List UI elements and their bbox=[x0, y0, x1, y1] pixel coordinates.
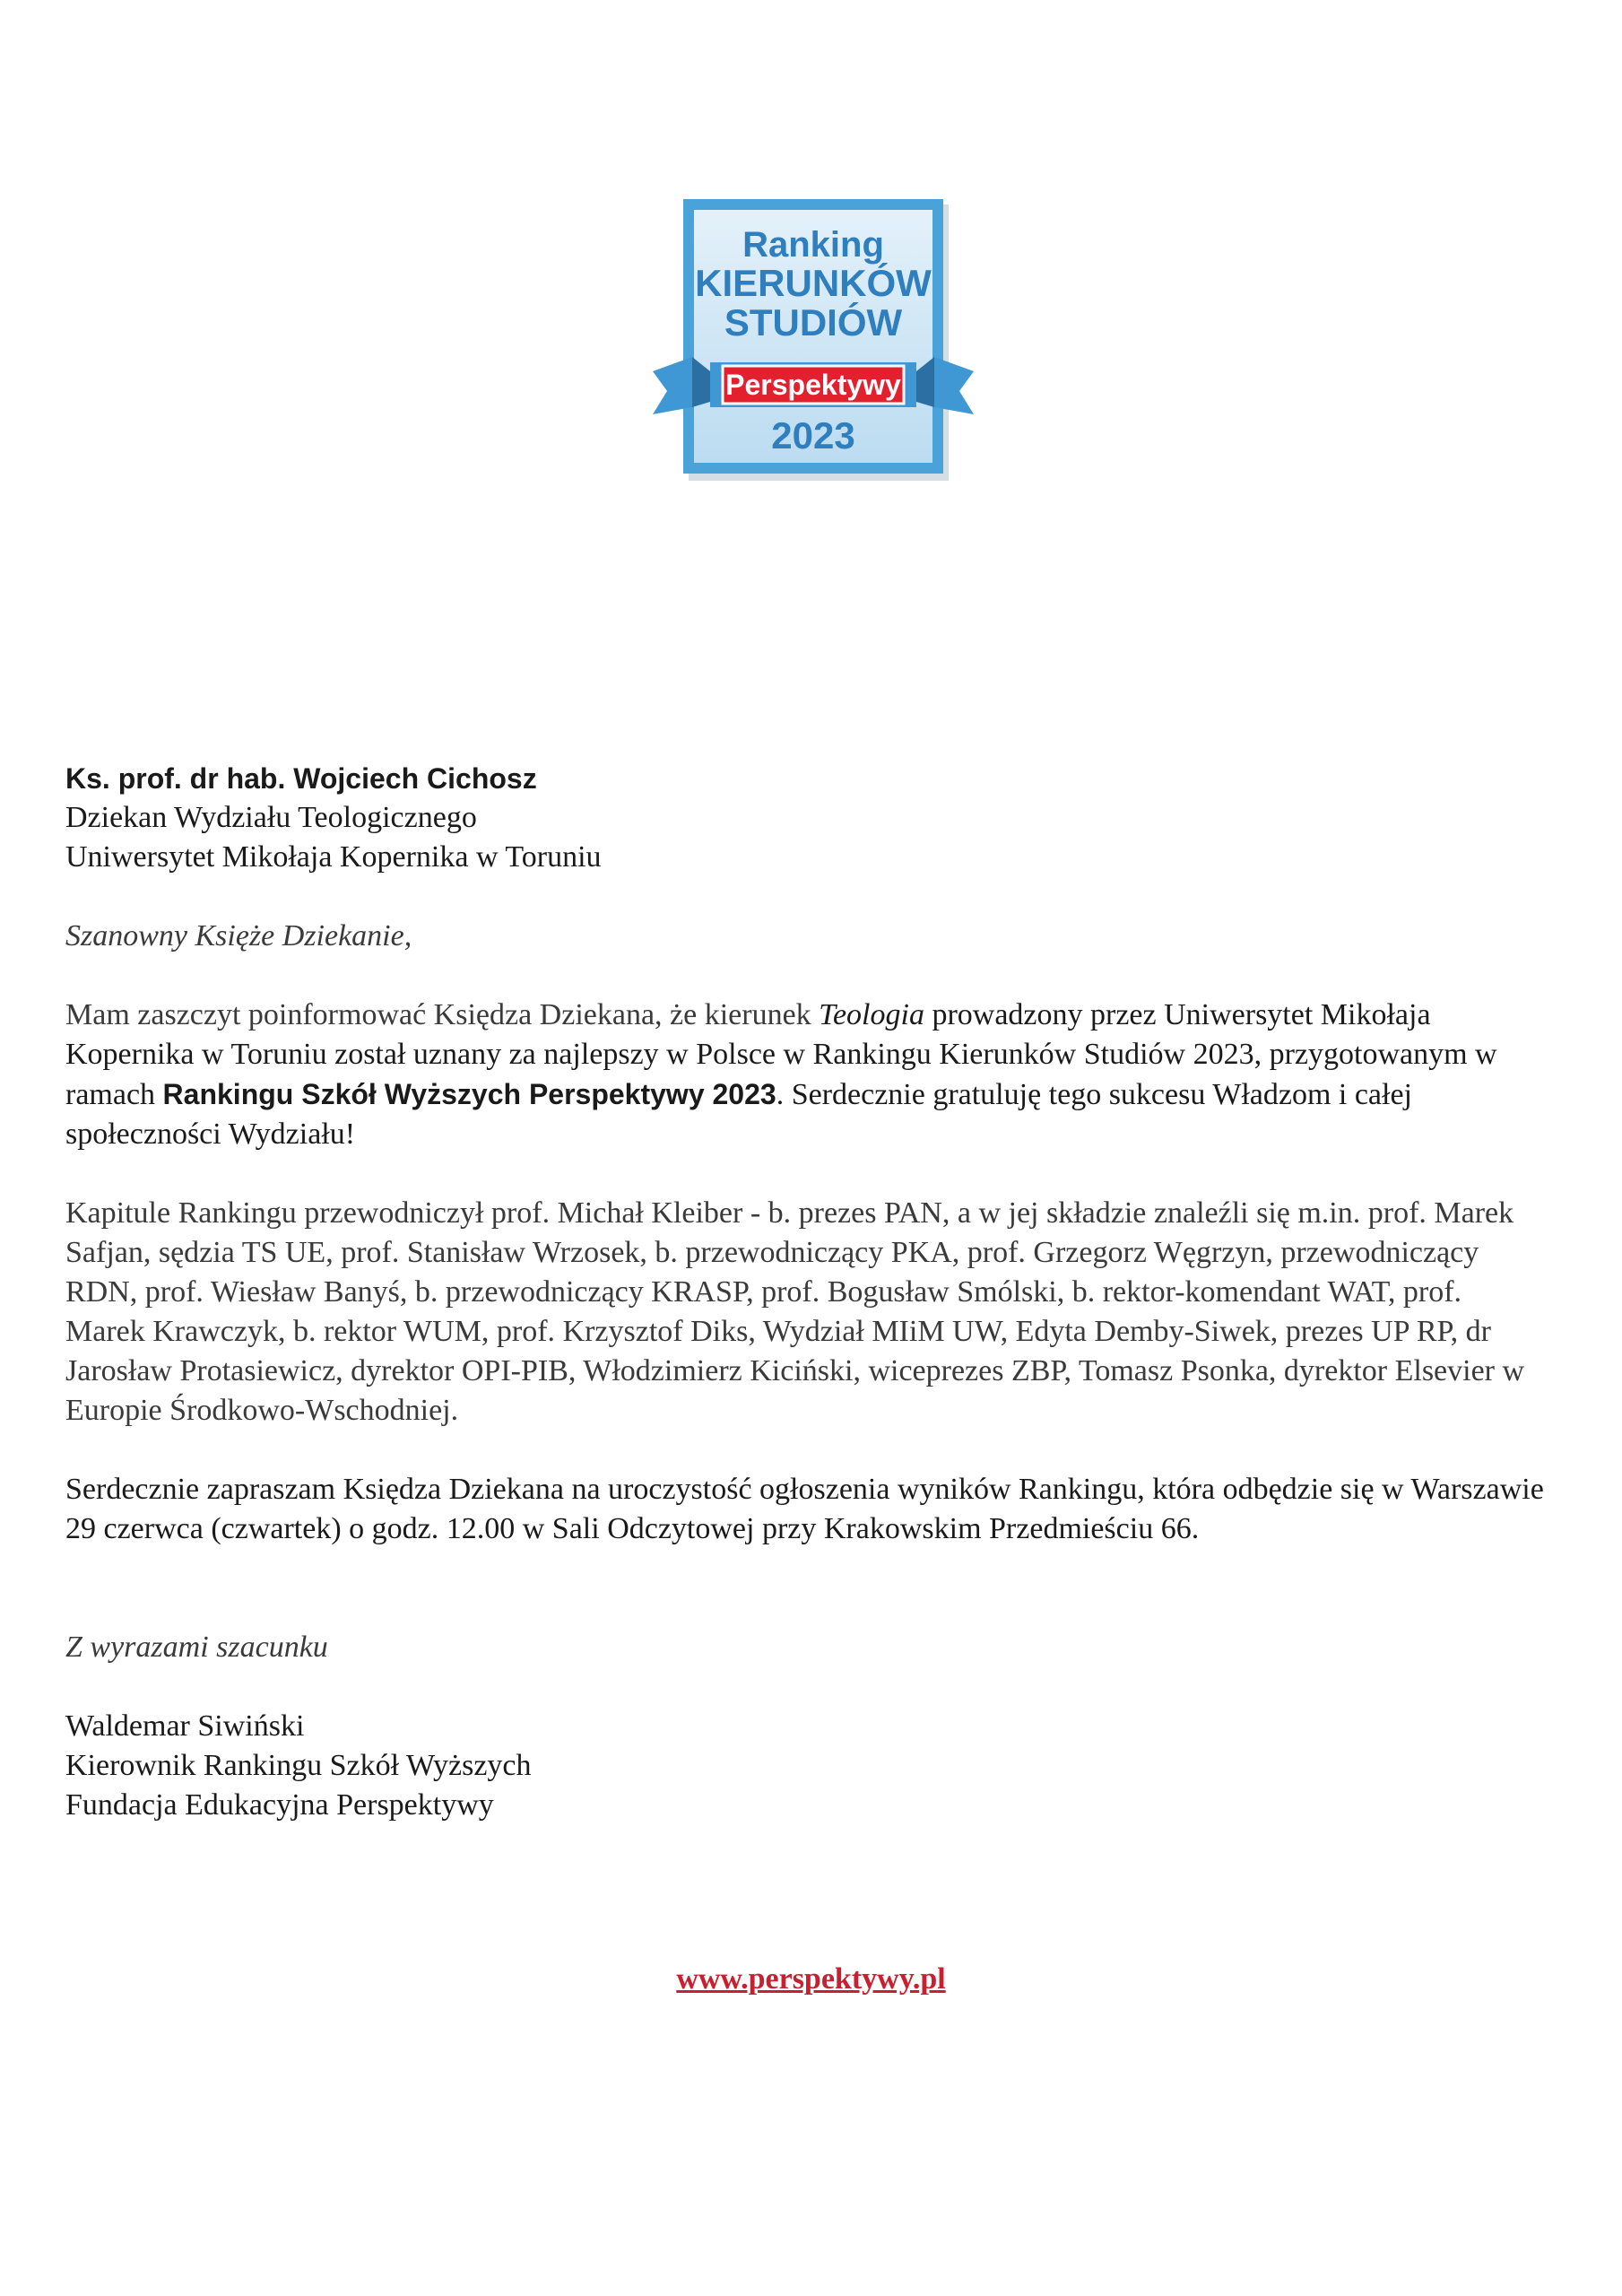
ranking-badge-logo bbox=[653, 196, 976, 483]
paragraph-invitation: Serdecznie zapraszam Księdza Dziekana na uroczystość ogłoszenia wyników Rankingu, która odbędzie się w Warszawie 29 czerwca (czwartek) o godz. 12.00 w Sali Odczytowej przy Krakowskim Przedmieściu 66. bbox=[65, 1473, 1544, 1545]
ranking-name: Rankingu Szkół Wyższych Perspektywy 2023 bbox=[162, 1078, 776, 1110]
salutation: Szanowny Księże Dziekanie, bbox=[65, 919, 412, 952]
signature-org: Fundacja Edukacyjna Perspektywy bbox=[65, 1788, 494, 1822]
course-name: Teologia bbox=[819, 998, 924, 1031]
paragraph-announcement bbox=[65, 996, 1545, 1154]
badge-line-studiow: STUDIÓW bbox=[724, 301, 903, 344]
badge-ribbon-text: Perspektywy bbox=[725, 369, 901, 401]
paragraph-committee: Kapitule Rankingu przewodniczył prof. Michał Kleiber - b. prezes PAN, a w jej składzie znaleźli się m.in. prof. Marek Safjan, sędzia TS UE, prof. Stanisław Wrzosek, b. przewodniczący PKA, prof. Grzegorz Węgrzyn, przewodniczący RDN, prof. Wiesław Banyś, b. przewodniczący KRASP, prof. Bogusław Smólski, b. rektor-komendant WAT, prof. Marek Krawczyk, b. rektor WUM, prof. Krzysztof Diks, Wydział MIiM UW, Edyta Demby-Siwek, prezes UP RP, dr Jarosław Protasiewicz, dyrektor OPI-PIB, Włodzimierz Kiciński, wiceprezes ZBP, Tomasz Psonka, dyrektor Elsevier w Europie Środkowo-Wschodniej. bbox=[65, 1196, 1525, 1427]
footer-website-link[interactable]: www.perspektywy.pl bbox=[676, 1962, 946, 1996]
paragraph-announcement-part-c: . Serdecznie gratuluję tego sukcesu Władzom i całej społeczności Wydziału! bbox=[65, 1078, 1413, 1151]
recipient-name: Ks. prof. dr hab. Wojciech Cichosz bbox=[65, 762, 537, 795]
badge-year: 2023 bbox=[771, 414, 855, 457]
recipient-title: Dziekan Wydziału Teologicznego bbox=[65, 801, 477, 834]
badge-line-kierunkow: KIERUNKÓW bbox=[695, 262, 932, 304]
paragraph-announcement-part-b: prowadzony przez Uniwersytet Mikołaja Kopernika w Toruniu został uznany za najlepszy w Polsce w Rankingu Kierunków Studiów 2023, przygotowanym w ramach bbox=[65, 998, 1497, 1111]
recipient-institution: Uniwersytet Mikołaja Kopernika w Toruniu bbox=[65, 840, 602, 874]
badge-line-ranking: Ranking bbox=[742, 225, 884, 265]
signature-name: Waldemar Siwiński bbox=[65, 1709, 305, 1743]
paragraph-announcement-part-a: Mam zaszczyt poinformować Księdza Dziekana, że kierunek bbox=[65, 998, 820, 1031]
letter-body bbox=[65, 759, 1545, 1825]
closing: Z wyrazami szacunku bbox=[65, 1631, 328, 1664]
signature-role: Kierownik Rankingu Szkół Wyższych bbox=[65, 1749, 532, 1782]
